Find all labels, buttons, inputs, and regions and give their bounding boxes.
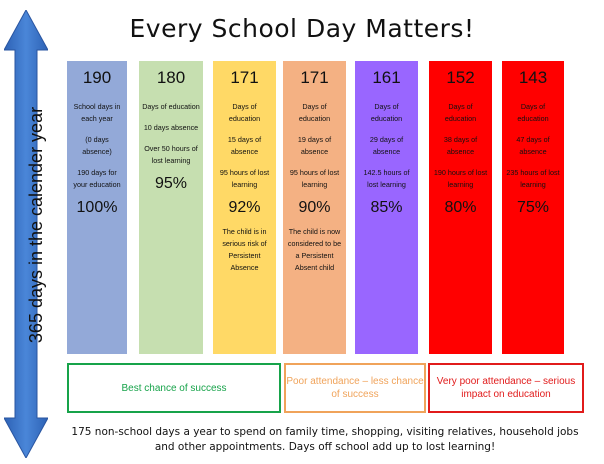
attendance-percent: 75%: [516, 199, 550, 216]
absence-days: (0 days absence): [82, 135, 112, 156]
column-152-days: [429, 61, 492, 354]
column-description: Days of education: [228, 102, 261, 123]
column-161-days: [355, 61, 418, 354]
column-171-days-92: [213, 61, 276, 354]
risk-note: The child is in serious risk of Persistent Absence: [222, 227, 267, 272]
page-title: Every School Day Matters!: [129, 14, 475, 43]
column-180-days: [139, 61, 203, 354]
attendance-percent: 80%: [444, 199, 477, 216]
column-190-days: [67, 61, 127, 354]
absence-days: 15 days of absence: [227, 135, 262, 156]
best-chance-box: [67, 363, 281, 413]
absence-days: 47 days of absence: [516, 135, 550, 156]
attendance-percent: 95%: [154, 175, 188, 192]
days-count: 152: [446, 68, 475, 87]
column-171-days-90: [283, 61, 346, 354]
column-description: School days in each year: [73, 102, 121, 123]
absence-days: 38 days of absence: [443, 135, 478, 156]
absence-days: 29 days of absence: [369, 135, 404, 156]
column-description: Days of education: [370, 102, 403, 123]
column-description: Days of education: [444, 102, 477, 123]
days-count: 171: [300, 68, 329, 87]
days-count: 180: [156, 68, 186, 87]
column-description: Days of education: [142, 102, 200, 111]
risk-note: The child is now considered to be a Persistent Absent child: [287, 227, 342, 272]
lost-learning: 95 hours of lost learning: [219, 168, 270, 189]
days-count: 171: [230, 68, 259, 87]
attendance-percent: 90%: [298, 199, 331, 216]
column-description: Days of education: [517, 102, 549, 123]
attendance-percent: 85%: [370, 199, 403, 216]
days-count: 190: [82, 68, 112, 87]
box-label: Poor attendance – less chance of success: [286, 376, 424, 400]
attendance-percent: 100%: [76, 199, 118, 216]
absence-days: 10 days absence: [143, 123, 199, 132]
lost-learning: Over 50 hours of lost learning: [144, 144, 198, 165]
lost-learning: 190 hours of lost learning: [433, 168, 488, 189]
box-label: Best chance of success: [121, 382, 227, 394]
attendance-percent: 92%: [228, 199, 261, 216]
box-label: Very poor attendance – serious impact on education: [436, 376, 576, 400]
absence-days: 19 days of absence: [297, 135, 332, 156]
footer-note: 175 non-school days a year to spend on family time, shopping, visiting relatives, household jobs and other appointments. Days off school add up to lost learning!: [71, 426, 579, 453]
column-143-days: [502, 61, 564, 354]
lost-learning: 95 hours of lost learning: [289, 168, 340, 189]
arrow-label: 365 days in the calender year: [26, 106, 46, 344]
lost-learning: 142.5 hours of lost learning: [363, 168, 410, 189]
lost-learning: 190 days for your education: [73, 168, 121, 189]
days-count: 161: [372, 68, 401, 87]
days-count: 143: [518, 68, 548, 87]
column-description: Days of education: [298, 102, 331, 123]
poor-attendance-box: [284, 363, 426, 413]
lost-learning: 235 hours of lost learning: [506, 168, 560, 189]
very-poor-attendance-box: [428, 363, 584, 413]
